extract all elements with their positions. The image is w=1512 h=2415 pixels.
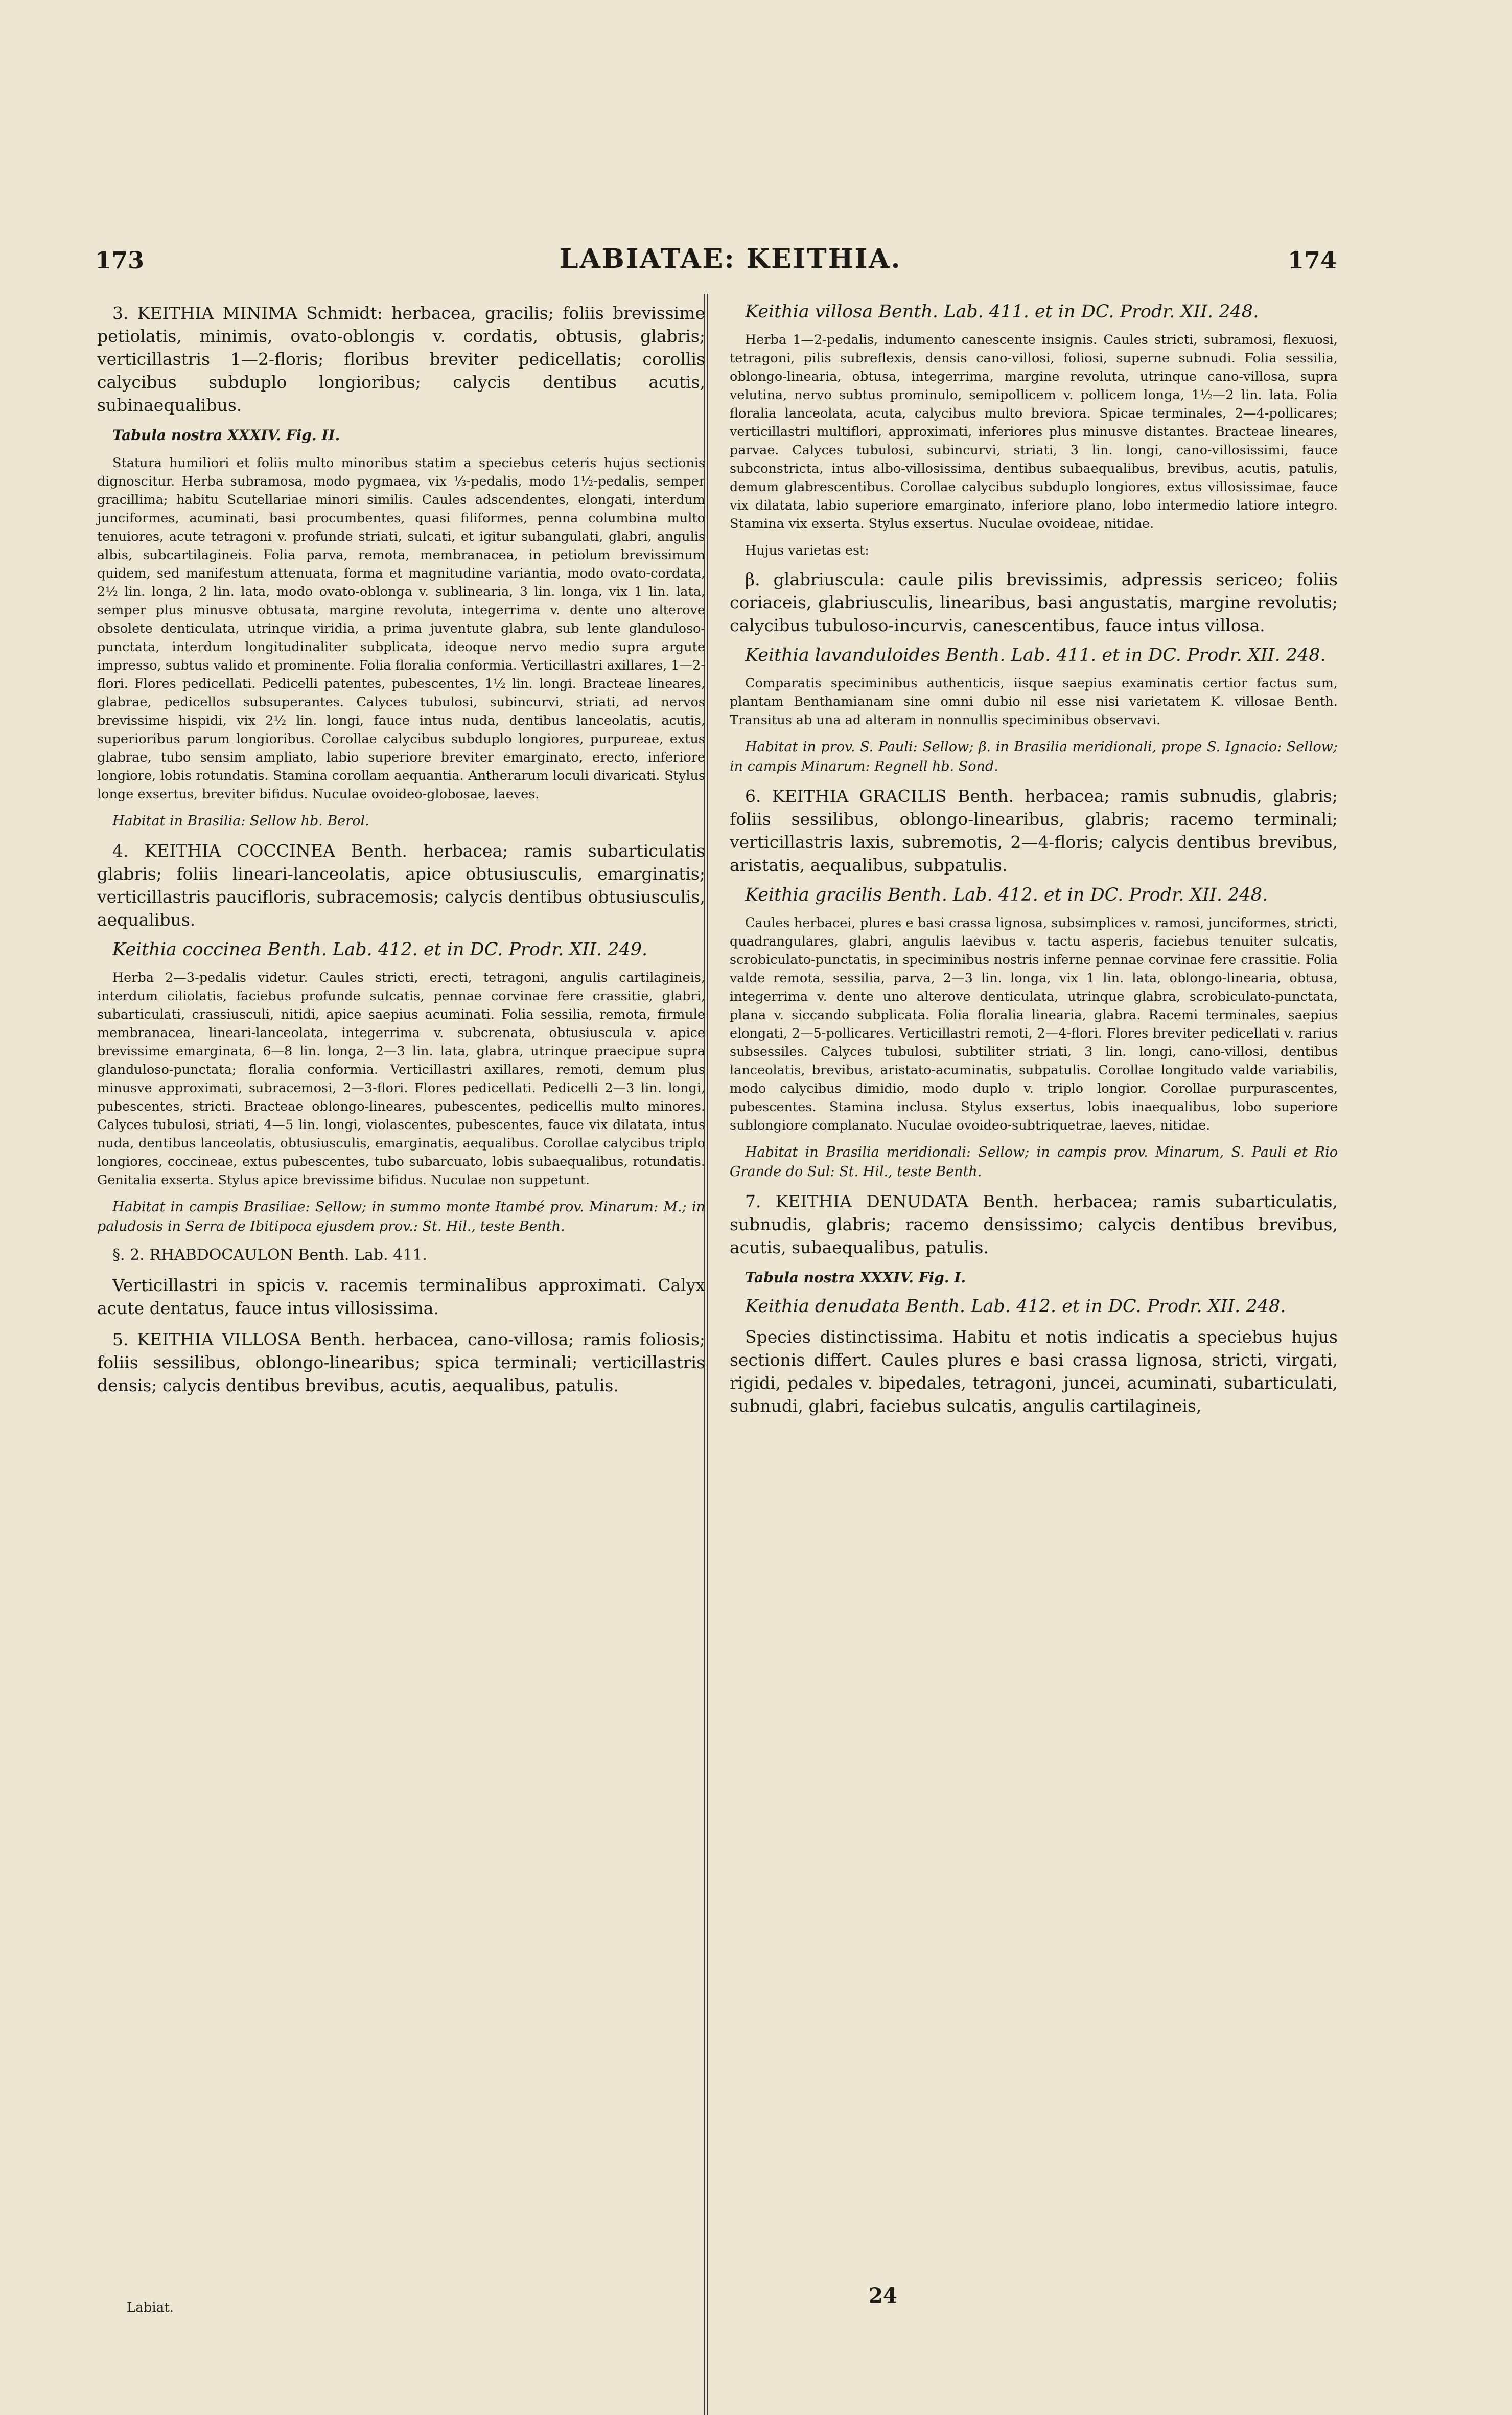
paragraph-body: 4. KEITHIA COCCINEA Benth. herbacea; ramis subarticulatis glabris; foliis lineari-lanceolatis, apice obtusiusculis, emarginatis; verticillastris paucifloris, subracemosis; calycis dentibus obtusiusculis, aequalibus. <box>97 841 705 930</box>
paragraph-body: 5. KEITHIA VILLOSA Benth. herbacea, cano-villosa; ramis foliosis; foliis sessilibus, oblongo-linearibus; spica terminali; verticillastris densis; calycis dentibus brevibus, acutis, aequalibus, patulis. <box>97 1329 705 1395</box>
running-title: LABIATAE: KEITHIA. <box>560 243 902 274</box>
left-column <box>97 302 705 1405</box>
paragraph-small: Caules herbacei, plures e basi crassa lignosa, subsimplices v. ramosi, junciformes, stricti, quadrangulares, glabri, angulis laevibus v. tactu asperis, faciebus tenuiter sulcatis, scrobiculato-punctatis, in speciminibus nostris inferne pennae corvinae fere crassitie. Folia valde remota, sessilia, parva, 2—3 lin. longa, vix 1 lin. lata, oblongo-linearia, obtusa, integerrima v. dente uno alterove denticulata, utrinque glabra, scrobiculato-punctata, plana v. siccando subplicata. Folia floralia linearia, glabra. Racemi terminales, saepius elongati, 2—5-pollicares. Verticillastri remoti, 2—4-flori. Flores breviter pedicellati v. rarius subsessiles. Calyces tubulosi, subtiliter striati, 3 lin. longi, cano-villosi, dentibus lanceolatis, brevibus, aristato-acuminatis, subpatulis. Corollae longitudo valde variabilis, modo calycibus dimidio, modo duplo v. triplo longior. Corollae purpurascentes, pubescentes. Stamina inclusa. Stylus exsertus, lobis inaequalibus, lobo superiore sublongiore complanato. Nuculae ovoideo-subtriquetrae, laeves, nitidae. <box>730 915 1338 1133</box>
paragraph-sec: §. 2. RHABDOCAULON Benth. Lab. 411. <box>112 1246 427 1264</box>
paragraph-body: 6. KEITHIA GRACILIS Benth. herbacea; ramis subnudis, glabris; foliis sessilibus, oblongo-linearibus, glabris; racemo terminali; verticillastris laxis, subremotis, 2—4-floris; calycis dentibus brevibus, aristatis, aequalibus, subpatulis. <box>730 786 1338 875</box>
paragraph-syn: Keithia gracilis Benth. Lab. 412. et in DC. Prodr. XII. 248. <box>745 885 1268 905</box>
right-column <box>730 302 1338 1425</box>
paragraph-small: Herba 2—3-pedalis videtur. Caules stricti, erecti, tetragoni, angulis cartilagineis, interdum ciliolatis, faciebus profunde sulcatis, pennae corvinae fere crassitie, glabri, subarticulati, crassiusculi, nitidi, apice saepius acuminati. Folia sessilia, remota, firmule membranacea, lineari-lanceolata, integerrima v. subcrenata, obtusiuscula v. apice brevissime emarginata, 6—8 lin. longa, 2—3 lin. lata, glabra, utrinque praecipue supra glanduloso-punctata; floralia conformia. Verticillastri axillares, remoti, demum plus minusve approximati, subracemosi, 2—3-flori. Flores pedicellati. Pedicelli 2—3 lin. longi, pubescentes, stricti. Bracteae oblongo-lineares, pubescentes, pedicellis multo minores. Calyces tubulosi, striati, 4—5 lin. longi, violascentes, pubescentes, fauce vix dilatata, intus nuda, dentibus lanceolatis, obtusiusculis, emarginatis, aequalibus. Corollae calycibus triplo longiores, coccineae, extus pubescentes, tubo subarcuato, lobis subaequalibus, rotundatis. Genitalia exserta. Stylus apice brevissime bifidus. Nuculae non suppetunt. <box>97 970 705 1188</box>
paragraph-small: Hujus varietas est: <box>745 543 869 558</box>
paragraph-body: Species distinctissima. Habitu et notis indicatis a speciebus hujus sectionis differt. Caules plures e basi crassa lignosa, stricti, virgati, rigidi, pedales v. bipedales, tetragoni, juncei, acuminati, subarticulati, subnudi, glabri, faciebus sulcatis, angulis cartilagineis, <box>730 1327 1338 1416</box>
paragraph-syn: Keithia denudata Benth. Lab. 412. et in DC. Prodr. XII. 248. <box>745 1296 1286 1317</box>
signature-mark: Labiat. <box>127 2300 174 2315</box>
paragraph-body: β. glabriuscula: caule pilis brevissimis, adpressis sericeo; foliis coriaceis, glabriusculis, linearibus, basi angustatis, margine revolutis; calycibus tubuloso-incurvis, canescentibus, fauce intus villosa. <box>730 569 1338 635</box>
sheet-number: 24 <box>869 2284 897 2308</box>
paragraph-body: Verticillastri in spicis v. racemis terminalibus approximati. Calyx acute dentatus, fauce intus villosissima. <box>97 1275 705 1318</box>
left-page-number: 173 <box>95 246 145 274</box>
paragraph-syn: Keithia coccinea Benth. Lab. 412. et in DC. Prodr. XII. 249. <box>112 939 648 960</box>
paragraph-body: 3. KEITHIA MINIMA Schmidt: herbacea, gracilis; foliis brevissime petiolatis, minimis, ovato-oblongis v. cordatis, obtusis, glabris; verticillastris 1—2-floris; floribus breviter pedicellatis; corollis calycibus subduplo longioribus; calycis dentibus acutis, subinaequalibus. <box>97 303 705 415</box>
paragraph-small: Comparatis speciminibus authenticis, iisque saepius examinatis certior factus sum, plantam Benthamianam sine omni dubio nil esse nisi varietatem K. villosae Benth. Transitus ab una ad alteram in nonnullis speciminibus observavi. <box>730 676 1338 728</box>
right-page-number: 174 <box>1288 246 1337 274</box>
paragraph-hab: Habitat in campis Brasiliae: Sellow; in summo monte Itambé prov. Minarum: M.; in paludosis in Serra de Ibitipoca ejusdem prov.: St. Hil., teste Benth. <box>97 1199 705 1234</box>
paragraph-hab: Habitat in prov. S. Pauli: Sellow; β. in Brasilia meridionali, prope S. Ignacio: Sellow; in campis Minarum: Regnell hb. Sond. <box>730 739 1338 774</box>
paragraph-body: 7. KEITHIA DENUDATA Benth. herbacea; ramis subarticulatis, subnudis, glabris; racemo densissimo; calycis dentibus brevibus, acutis, subaequalibus, patulis. <box>730 1191 1338 1257</box>
paragraph-hab: Habitat in Brasilia meridionali: Sellow; in campis prov. Minarum, S. Pauli et Rio Grande do Sul: St. Hil., teste Benth. <box>730 1144 1338 1180</box>
paragraph-syn: Keithia villosa Benth. Lab. 411. et in DC. Prodr. XII. 248. <box>745 302 1259 322</box>
column-divider <box>704 294 708 2415</box>
paragraph-small: Statura humiliori et foliis multo minoribus statim a speciebus ceteris hujus sectionis dignoscitur. Herba subramosa, modo pygmaea, vix ⅓-pedalis, modo 1½-pedalis, semper gracillima; habitu Scutellariae minori similis. Caules adscendentes, elongati, interdum junciformes, acuminati, basi procumbentes, quasi filiformes, penna columbina multo tenuiores, acute tetragoni v. profunde striati, sulcati, et igitur subangulati, glabri, angulis albis, subcartilagineis. Folia parva, remota, membranacea, in petiolum brevissimum quidem, sed manifestum attenuata, forma et magnitudine variantia, modo ovato-cordata, 2½ lin. longa, 2 lin. lata, modo ovato-oblonga v. sublinearia, 3 lin. longa, vix 1 lin. lata, semper plus minusve obtusata, margine revoluta, integerrima v. dente uno alterove obsolete denticulata, utrinque viridia, a prima juventute glabra, sub lente glanduloso-punctata, interdum longitudinaliter subplicata, ideoque nervo medio supra argute impresso, subtus valido et prominente. Folia floralia conformia. Verticillastri axillares, 1—2-flori. Flores pedicellati. Pedicelli patentes, pubescentes, 1½ lin. longi. Bracteae lineares, glabrae, pedicellos subsuperantes. Calyces tubulosi, subincurvi, striati, ad nervos brevissime hispidi, vix 2½ lin. longi, fauce intus nuda, dentibus lanceolatis, acutis, superioribus parum longioribus. Corollae calycibus subduplo longiores, purpureae, extus glabrae, tubo sensim ampliato, labio superiore breviter emarginato, erecto, inferiore longiore, lobis rotundatis. Stamina corollam aequantia. Antherarum loculi divaricati. Stylus longe exsertus, breviter bifidus. Nuculae ovoideo-globosae, laeves. <box>97 455 705 802</box>
paragraph-syn: Keithia lavanduloides Benth. Lab. 411. et in DC. Prodr. XII. 248. <box>745 645 1326 665</box>
paragraph-tab: Tabula nostra XXXIV. Fig. II. <box>112 427 340 444</box>
paragraph-tab: Tabula nostra XXXIV. Fig. I. <box>745 1269 966 1286</box>
paragraph-small: Herba 1—2-pedalis, indumento canescente insignis. Caules stricti, subramosi, flexuosi, tetragoni, pilis subreflexis, densis cano-villosi, foliosi, superne subnudi. Folia sessilia, oblongo-linearia, obtusa, integerrima, margine revoluta, utrinque cano-villosa, supra velutina, nervo subtus prominulo, semipollicem v. pollicem longa, 1½—2 lin. lata. Folia floralia lanceolata, acuta, calycibus multo breviora. Spicae terminales, 2—4-pollicares; verticillastri multiflori, approximati, inferiores plus minusve distantes. Bracteae lineares, parvae. Calyces tubulosi, subincurvi, striati, 3 lin. longi, cano-villosissimi, fauce subconstricta, intus albo-villosissima, dentibus subaequalibus, brevibus, acutis, patulis, demum glabrescentibus. Corollae calycibus subduplo longiores, extus villosissimae, fauce vix dilatata, labio superiore emarginato, inferiore plano, lobo intermedio latiore integro. Stamina vix exserta. Stylus exsertus. Nuculae ovoideae, nitidae. <box>730 332 1338 532</box>
paragraph-hab: Habitat in Brasilia: Sellow hb. Berol. <box>112 813 369 829</box>
